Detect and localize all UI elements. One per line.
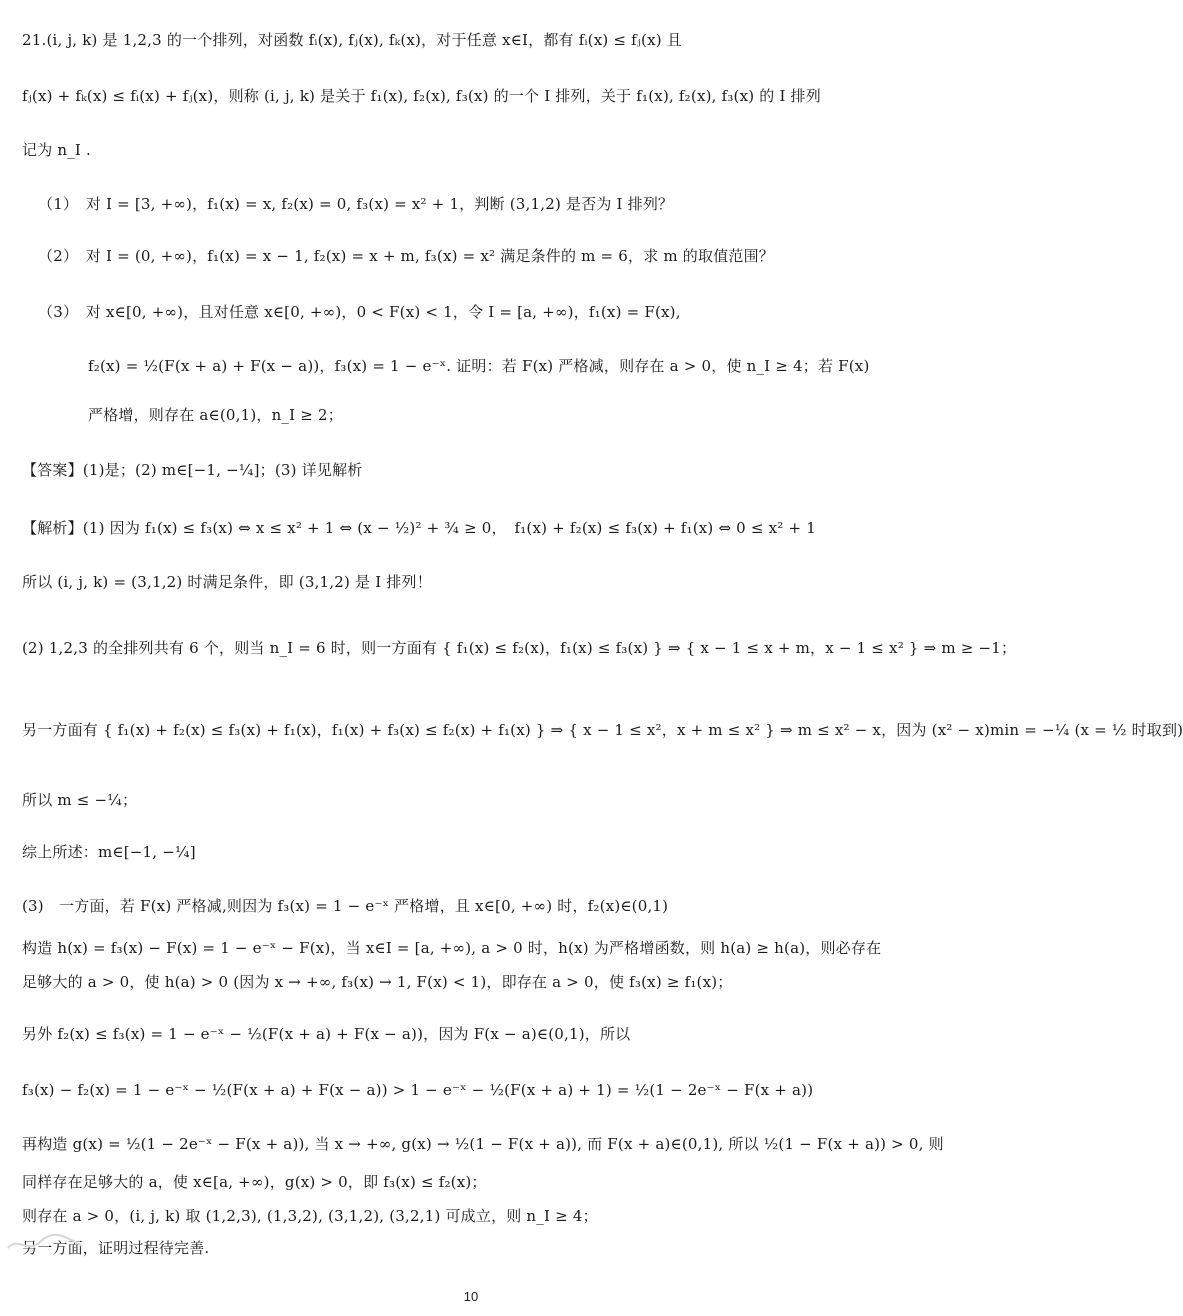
problem-stem-line-3: 记为 n_I .	[22, 141, 91, 159]
analysis-part-3-line-8: 则存在 a > 0，(i, j, k) 取 (1,2,3), (1,3,2), (3,1,2), (3,2,1) 可成立，则 n_I ≥ 4；	[22, 1207, 598, 1225]
analysis-part-2-summary: 综上所述：m∈[−1, −¼]	[22, 843, 196, 861]
watermark-smudge	[6, 1228, 86, 1258]
question-1: （1） 对 I = [3, +∞)，f₁(x) = x, f₂(x) = 0, f₃(x) = x² + 1，判断 (3,1,2) 是否为 I 排列？	[38, 195, 674, 213]
analysis-part-1-conclusion: 所以 (i, j, k) = (3,1,2) 时满足条件，即 (3,1,2) 是 I 排列！	[22, 573, 432, 591]
analysis-part-3-line-7: 同样存在足够大的 a，使 x∈[a, +∞)，g(x) > 0，即 f₃(x) ≤ f₂(x)；	[22, 1173, 487, 1191]
problem-stem-line-1: 21.(i, j, k) 是 1,2,3 的一个排列，对函数 fᵢ(x), fⱼ(x), fₖ(x)，对于任意 x∈I，都有 fᵢ(x) ≤ fⱼ(x) 且	[22, 31, 682, 49]
analysis-part-3-line-3: 足够大的 a > 0，使 h(a) > 0 (因为 x → +∞, f₃(x) → 1, F(x) < 1)，即存在 a > 0，使 f₃(x) ≥ f₁(x)；	[22, 973, 733, 991]
analysis-part-3-line-2: 构造 h(x) = f₃(x) − F(x) = 1 − e⁻ˣ − F(x)，当 x∈I = [a, +∞), a > 0 时，h(x) 为严格增函数，则 h(a) ≥ h(a)，则必存在	[22, 939, 882, 957]
question-3-line-2: f₂(x) = ½(F(x + a) + F(x − a))，f₃(x) = 1 − e⁻ˣ. 证明：若 F(x) 严格减，则存在 a > 0，使 n_I ≥ 4；若 F(x)	[88, 357, 870, 375]
analysis-part-3-line-6: 再构造 g(x) = ½(1 − 2e⁻ˣ − F(x + a)), 当 x → +∞, g(x) → ½(1 − F(x + a)), 而 F(x + a)∈(0,1), 所以 ½(1 − F(x + a)) > 0, 则	[22, 1135, 944, 1153]
analysis-part-2-line-1: (2) 1,2,3 的全排列共有 6 个，则当 n_I = 6 时，则一方面有 { f₁(x) ≤ f₂(x)，f₁(x) ≤ f₃(x) } ⇒ { x − 1 ≤ x + m，x − 1 ≤ x² } ⇒ m ≥ −1；	[22, 639, 1017, 657]
page-number: 10	[463, 1289, 479, 1304]
question-3-line-1: （3） 对 x∈[0, +∞)，且对任意 x∈[0, +∞)，0 < F(x) < 1，令 I = [a, +∞)，f₁(x) = F(x),	[38, 303, 681, 321]
analysis-part-2-line-2: 另一方面有 { f₁(x) + f₂(x) ≤ f₃(x) + f₁(x)，f₁(x) + f₃(x) ≤ f₂(x) + f₁(x) } ⇒ { x − 1 ≤ x²，x + m ≤ x² } ⇒ m ≤ x² − x，因为 (x² − x)min = −¼ (x = ½ 时取到)	[22, 721, 1183, 739]
analysis-part-3-line-1: (3) 一方面，若 F(x) 严格减,则因为 f₃(x) = 1 − e⁻ˣ 严格增，且 x∈[0, +∞) 时，f₂(x)∈(0,1)	[22, 897, 669, 915]
answer-line: 【答案】(1)是；(2) m∈[−1, −¼]；(3) 详见解析	[22, 461, 363, 479]
analysis-part-1: 【解析】(1) 因为 f₁(x) ≤ f₃(x) ⇔ x ≤ x² + 1 ⇔ (x − ½)² + ¾ ≥ 0， f₁(x) + f₂(x) ≤ f₃(x) + f₁(x) ⇔ 0 ≤ x² + 1	[22, 519, 816, 537]
analysis-part-3-line-5: f₃(x) − f₂(x) = 1 − e⁻ˣ − ½(F(x + a) + F(x − a)) > 1 − e⁻ˣ − ½(F(x + a) + 1) = ½(1 − 2e⁻ˣ − F(x + a))	[22, 1081, 814, 1099]
question-2: （2） 对 I = (0, +∞)，f₁(x) = x − 1, f₂(x) = x + m, f₃(x) = x² 满足条件的 m = 6，求 m 的取值范围？	[38, 247, 774, 265]
analysis-part-3-line-4: 另外 f₂(x) ≤ f₃(x) = 1 − e⁻ˣ − ½(F(x + a) + F(x − a))，因为 F(x − a)∈(0,1)，所以	[22, 1025, 631, 1043]
analysis-part-3-line-9: 另一方面，证明过程待完善.	[22, 1239, 210, 1257]
problem-stem-line-2: fⱼ(x) + fₖ(x) ≤ fᵢ(x) + fⱼ(x)，则称 (i, j, k) 是关于 f₁(x), f₂(x), f₃(x) 的一个 I 排列，关于 f₁(x), f₂(x), f₃(x) 的 I 排列	[22, 87, 821, 105]
analysis-part-2-line-3: 所以 m ≤ −¼；	[22, 791, 138, 809]
question-3-line-3: 严格增，则存在 a∈(0,1)，n_I ≥ 2；	[88, 406, 343, 424]
